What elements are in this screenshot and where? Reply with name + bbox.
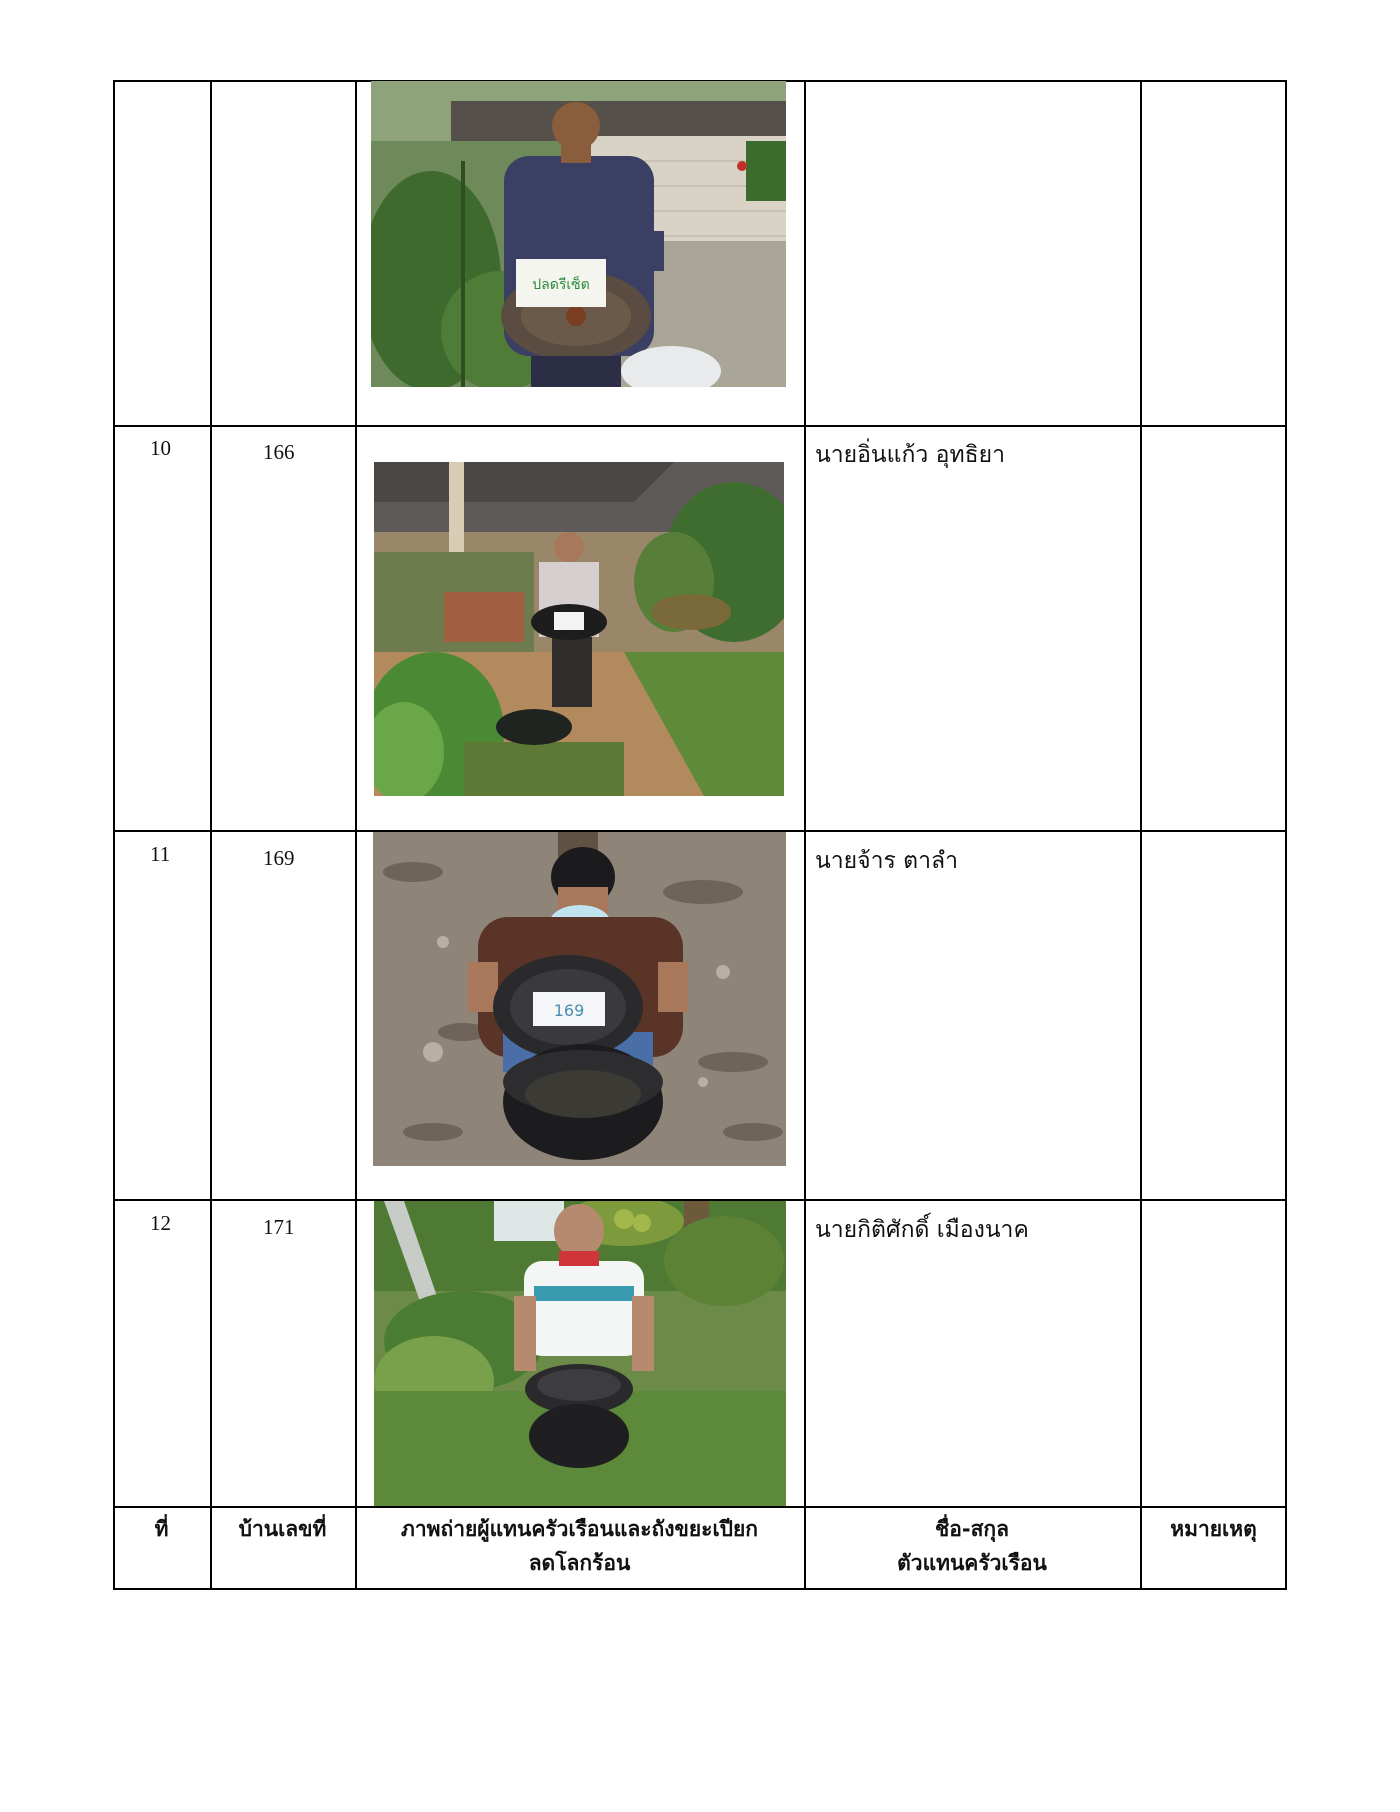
header-name-line1: ชื่อ-สกุล <box>935 1517 1009 1541</box>
header-note: หมายเหตุ <box>1170 1517 1257 1541</box>
column-divider <box>355 80 357 1590</box>
photo-sign-text: 169 <box>553 1001 585 1020</box>
header-name <box>804 1512 1140 1580</box>
header-no: ที่ <box>154 1517 169 1541</box>
household-photo <box>374 462 784 796</box>
representative-name: นายอิ่นแก้ว อุทธิยา <box>815 442 1006 468</box>
column-divider <box>1140 80 1142 1590</box>
household-photo <box>374 1201 786 1506</box>
row-number: 12 <box>150 1211 171 1235</box>
house-number: 171 <box>263 1215 295 1239</box>
household-photo <box>371 81 786 387</box>
photo-sign-text: ปลดรีเซ็ต <box>532 277 590 293</box>
row-divider <box>113 425 1287 427</box>
household-photo <box>373 832 786 1166</box>
row-number: 11 <box>150 842 171 866</box>
house-number: 169 <box>263 846 295 870</box>
header-photo-line2: ลดโลกร้อน <box>528 1551 631 1575</box>
header-photo <box>355 1512 804 1580</box>
representative-name: นายกิติศักดิ์ เมืองนาค <box>815 1217 1029 1243</box>
column-divider <box>210 80 212 1590</box>
row-divider <box>113 1506 1287 1508</box>
row-number: 10 <box>150 436 171 460</box>
header-photo-line1: ภาพถ่ายผู้แทนครัวเรือนและถังขยะเปียก <box>401 1517 758 1541</box>
column-divider <box>804 80 806 1590</box>
header-name-line2: ตัวแทนครัวเรือน <box>897 1551 1047 1575</box>
header-house-number: บ้านเลขที่ <box>238 1517 327 1541</box>
representative-name: นายจ้าร ตาลำ <box>815 848 959 874</box>
house-number: 166 <box>263 440 295 464</box>
